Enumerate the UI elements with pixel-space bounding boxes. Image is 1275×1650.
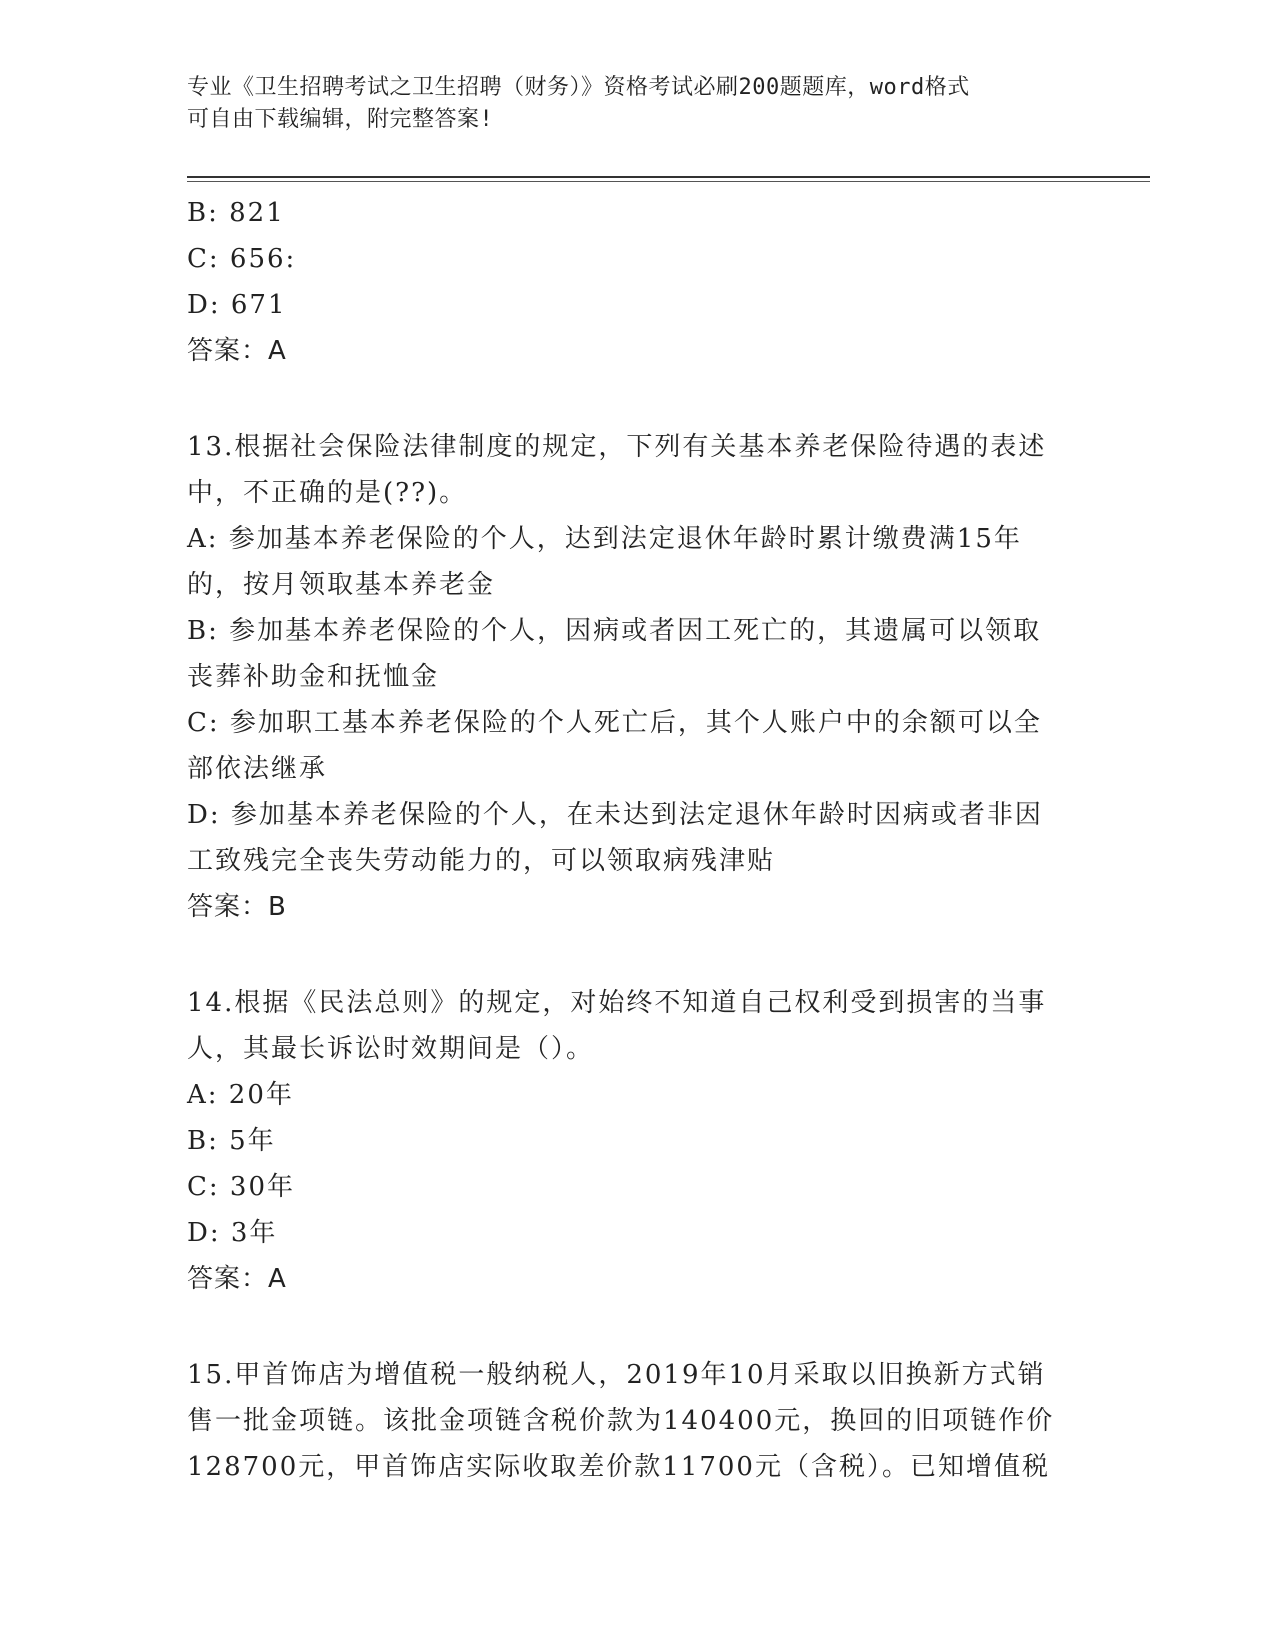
question-stem-line: 15.甲首饰店为增值税一般纳税人，2019年10月采取以旧换新方式销	[187, 1360, 1046, 1390]
spacer	[187, 930, 1087, 980]
answer-line: 答案：B	[187, 892, 287, 922]
question-stem-line: 售一批金项链。该批金项链含税价款为140400元，换回的旧项链作价	[187, 1406, 1055, 1436]
option-d: D: 3年	[187, 1218, 278, 1248]
option-a: A: 20年	[187, 1080, 294, 1110]
option-c: C: 656:	[187, 244, 297, 274]
question-stem-line: 人，其最长诉讼时效期间是（）。	[187, 1034, 595, 1064]
question-stem-line: 128700元，甲首饰店实际收取差价款11700元（含税）。已知增值税	[187, 1452, 1050, 1482]
option-d-line: D: 参加基本养老保险的个人，在未达到法定退休年龄时因病或者非因	[187, 800, 1043, 830]
option-b-line: B: 参加基本养老保险的个人，因病或者因工死亡的，其遗属可以领取	[187, 616, 1042, 646]
option-c-line: C: 参加职工基本养老保险的个人死亡后，其个人账户中的余额可以全	[187, 708, 1042, 738]
prev-question-block	[187, 190, 1087, 374]
header-title-line-2: 可自由下载编辑，附完整答案!	[187, 107, 494, 132]
option-d-line: 工致残完全丧失劳动能力的，可以领取病残津贴	[187, 846, 776, 876]
option-a-line: A: 参加基本养老保险的个人，达到法定退休年龄时累计缴费满15年	[187, 524, 1022, 554]
header-divider-thick	[187, 176, 1150, 178]
option-b-line: 丧葬补助金和抚恤金	[187, 662, 440, 692]
question-stem-line: 13.根据社会保险法律制度的规定，下列有关基本养老保险待遇的表述	[187, 432, 1047, 462]
option-c-line: 部依法继承	[187, 754, 328, 784]
spacer	[187, 1302, 1087, 1352]
question-13-block	[187, 424, 1087, 930]
header-divider-thin	[187, 181, 1150, 182]
answer-line: 答案：A	[187, 1264, 287, 1294]
option-b: B: 5年	[187, 1126, 276, 1156]
document-header	[187, 72, 1067, 136]
option-a-line: 的，按月领取基本养老金	[187, 570, 496, 600]
header-title-line-1: 专业《卫生招聘考试之卫生招聘（财务）》资格考试必刷200题题库，word格式	[187, 75, 970, 100]
option-c: C: 30年	[187, 1172, 296, 1202]
question-14-block	[187, 980, 1087, 1302]
spacer	[187, 374, 1087, 424]
question-15-block	[187, 1352, 1087, 1490]
question-stem-line: 中，不正确的是(??)。	[187, 478, 468, 508]
question-content	[187, 190, 1087, 1490]
option-d: D: 671	[187, 290, 287, 320]
question-stem-line: 14.根据《民法总则》的规定，对始终不知道自己权利受到损害的当事	[187, 988, 1047, 1018]
answer-line: 答案：A	[187, 336, 287, 366]
option-b: B: 821	[187, 198, 285, 228]
